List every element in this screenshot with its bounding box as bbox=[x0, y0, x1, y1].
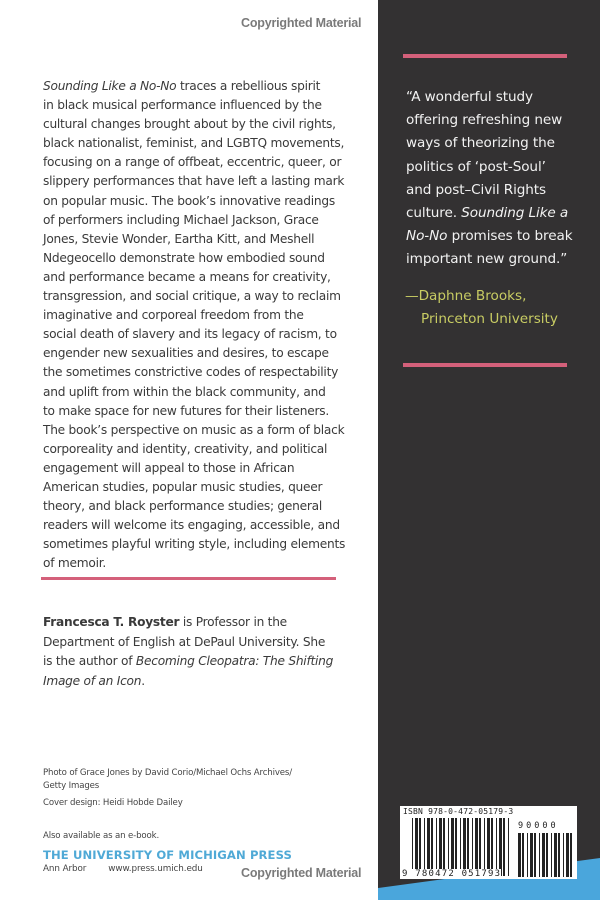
description-line bbox=[43, 325, 343, 344]
description-line bbox=[43, 134, 343, 153]
text-run: Ndegeocello demonstrate how embodied sound bbox=[43, 250, 325, 265]
barcode-bar bbox=[551, 833, 552, 877]
text-run: ways of theorizing the bbox=[406, 135, 555, 152]
text-run: is Professor in the bbox=[179, 615, 287, 629]
italic-title-text: Sounding Like a bbox=[461, 205, 569, 222]
text-run: imaginative and corporeal freedom from the bbox=[43, 308, 304, 323]
barcode-bar bbox=[522, 833, 524, 877]
ebook-notice: Also available as an e-book. bbox=[43, 831, 160, 841]
description-line bbox=[43, 497, 343, 516]
barcode-bar bbox=[451, 818, 454, 876]
endorsement-attribution bbox=[405, 285, 558, 331]
barcode-bar bbox=[570, 833, 572, 877]
description-line bbox=[43, 535, 346, 554]
barcode-bar bbox=[530, 833, 533, 877]
text-run: and performance became a means for creativity, bbox=[43, 269, 331, 284]
quote-line bbox=[406, 179, 591, 202]
barcode-bar bbox=[475, 818, 478, 876]
description-line bbox=[43, 554, 343, 573]
barcode-bar bbox=[554, 833, 557, 877]
price-code: 90000 bbox=[518, 821, 559, 831]
quote-line bbox=[406, 248, 591, 271]
quote-line bbox=[406, 225, 591, 248]
barcode-bar bbox=[563, 833, 564, 877]
text-run: promises to break bbox=[447, 228, 573, 245]
text-run: culture. bbox=[406, 205, 462, 222]
bio-line bbox=[43, 652, 343, 672]
divider-rule-top bbox=[403, 54, 567, 58]
barcode-bar bbox=[484, 818, 485, 876]
barcode-bar bbox=[467, 818, 469, 876]
quote-line bbox=[406, 132, 591, 155]
text-run: corporeality and identity, creativity, and political bbox=[43, 441, 328, 456]
barcode-bar bbox=[527, 833, 528, 877]
barcode-bar bbox=[424, 818, 425, 876]
price-addon-bars bbox=[518, 833, 574, 877]
divider-rule bbox=[41, 577, 336, 580]
text-run: readers will welcome its engaging, accessible, and bbox=[43, 518, 340, 533]
description-line bbox=[43, 96, 343, 115]
barcode-bar bbox=[436, 818, 437, 876]
italic-title-text: No-No bbox=[406, 228, 448, 245]
image-credits bbox=[43, 767, 292, 810]
text-run: cultural changes brought about by the civil rights, bbox=[43, 117, 336, 132]
quote-line bbox=[406, 86, 591, 109]
description-line bbox=[43, 363, 343, 382]
barcode-bar bbox=[455, 818, 457, 876]
barcode-bar bbox=[460, 818, 461, 876]
barcode-bar bbox=[496, 818, 497, 876]
text-run: focusing on a range of offbeat, eccentric, queer, or bbox=[43, 155, 342, 170]
barcode-bar bbox=[439, 818, 442, 876]
description-line bbox=[43, 478, 343, 497]
description-line bbox=[43, 230, 343, 249]
barcode-bar bbox=[503, 818, 505, 876]
author-name: Francesca T. Royster bbox=[43, 615, 180, 629]
description-line bbox=[43, 77, 343, 96]
description-line bbox=[43, 172, 343, 191]
description-line bbox=[43, 287, 343, 306]
quote-line bbox=[406, 202, 591, 225]
back-cover-right-panel bbox=[378, 0, 600, 900]
description-line bbox=[43, 115, 343, 134]
description-line bbox=[43, 192, 343, 211]
endorsement-quote bbox=[406, 86, 591, 272]
photo-credit-line-2: Getty Images bbox=[43, 780, 100, 791]
barcode-bar bbox=[415, 818, 418, 876]
barcode-bar bbox=[487, 818, 490, 876]
text-run: is the author of bbox=[43, 654, 136, 669]
description-line bbox=[43, 249, 343, 268]
barcode-bar bbox=[534, 833, 536, 877]
description-line bbox=[43, 306, 343, 325]
italic-title-text: Sounding Like a No-No bbox=[43, 79, 177, 93]
description-line bbox=[43, 440, 343, 459]
description-line bbox=[43, 459, 343, 478]
barcode-bar bbox=[463, 818, 466, 876]
barcode-bar bbox=[539, 833, 540, 877]
barcode-bar bbox=[499, 818, 502, 876]
text-run: and uplift from within the black community, and bbox=[43, 384, 326, 399]
text-run: The book’s perspective on music as a form of black bbox=[43, 422, 345, 437]
barcode-bar bbox=[508, 818, 509, 876]
bio-line bbox=[43, 613, 343, 633]
barcode-bar bbox=[566, 833, 569, 877]
photo-credit-line-1: Photo of Grace Jones by David Corio/Michael Ochs Archives/ bbox=[43, 768, 292, 778]
italic-title-text: Becoming Cleopatra: The Shifting bbox=[135, 654, 334, 669]
text-run: engagement will appeal to those in African bbox=[43, 460, 295, 475]
text-run: Department of English at DePaul University. She bbox=[43, 634, 326, 649]
bio-line bbox=[43, 633, 343, 653]
barcode-bar bbox=[546, 833, 548, 877]
copyright-watermark-top: Copyrighted Material bbox=[241, 16, 362, 30]
description-line bbox=[43, 268, 343, 287]
barcode-bar bbox=[427, 818, 430, 876]
barcode-bar bbox=[412, 818, 413, 876]
text-run: traces a rebellious spirit bbox=[176, 79, 321, 93]
barcode-bar bbox=[443, 818, 445, 876]
endorser-affiliation: Princeton University bbox=[421, 311, 558, 327]
text-run: slippery performances that have left a lasting mark bbox=[43, 174, 345, 189]
description-line bbox=[43, 153, 343, 172]
barcode-bar bbox=[448, 818, 449, 876]
barcode-bar bbox=[431, 818, 433, 876]
cover-design-credit: Cover design: Heidi Hobde Dailey bbox=[43, 798, 183, 808]
copyright-watermark-bottom: Copyrighted Material bbox=[241, 866, 362, 880]
description-line bbox=[43, 211, 343, 230]
quote-line bbox=[406, 109, 591, 132]
text-run: politics of ‘post-Soul’ bbox=[406, 158, 546, 175]
text-run: “A wonderful study bbox=[406, 89, 533, 105]
text-run: the sometimes constrictive codes of respectability bbox=[43, 365, 339, 380]
description-line bbox=[43, 383, 343, 402]
description-line bbox=[43, 516, 343, 535]
description-line bbox=[43, 421, 343, 440]
publisher-url: www.press.umich.edu bbox=[108, 864, 203, 874]
text-run: American studies, popular music studies, queer bbox=[43, 479, 323, 494]
publisher-name: THE UNIVERSITY OF MICHIGAN PRESS bbox=[43, 848, 292, 862]
bio-line bbox=[43, 672, 343, 692]
barcode-bar bbox=[479, 818, 481, 876]
text-run: of performers including Michael Jackson, Grace bbox=[43, 212, 319, 227]
barcode-bar bbox=[558, 833, 560, 877]
text-run: on popular music. The book’s innovative readings bbox=[43, 193, 335, 208]
text-run: . bbox=[141, 673, 145, 688]
text-run: in black musical performance influenced by the bbox=[43, 98, 322, 113]
barcode-bar bbox=[419, 818, 421, 876]
text-run: engender new sexualities and desires, to escape bbox=[43, 346, 329, 361]
ean-barcode-bars bbox=[412, 818, 512, 876]
italic-title-text: Image of an Icon bbox=[43, 673, 142, 688]
text-run: offering refreshing new bbox=[406, 112, 563, 129]
barcode-bar bbox=[472, 818, 473, 876]
text-run: and post–Civil Rights bbox=[406, 181, 547, 198]
ean-digits: 9 780472 051793 bbox=[402, 869, 502, 879]
text-run: to make space for new futures for their listeners. bbox=[43, 403, 330, 418]
text-run: sometimes playful writing style, including elements bbox=[43, 537, 346, 552]
text-run: of memoir. bbox=[43, 556, 106, 571]
author-bio bbox=[43, 613, 343, 691]
text-run: social death of slavery and its legacy of racism, to bbox=[43, 327, 337, 342]
publisher-city: Ann Arbor bbox=[43, 864, 87, 874]
description-line bbox=[43, 344, 343, 363]
text-run: transgression, and social critique, a way to reclaim bbox=[43, 289, 341, 304]
publisher-location bbox=[43, 864, 203, 874]
barcode-bar bbox=[491, 818, 493, 876]
text-run: black nationalist, feminist, and LGBTQ movements, bbox=[43, 136, 345, 151]
endorser-name: —Daphne Brooks, bbox=[405, 288, 527, 304]
isbn-label: ISBN 978-0-472-05179-3 bbox=[403, 807, 514, 816]
barcode-bar bbox=[518, 833, 521, 877]
isbn-barcode bbox=[400, 806, 577, 879]
quote-line bbox=[406, 156, 591, 179]
text-run: Jones, Stevie Wonder, Eartha Kitt, and Meshell bbox=[43, 231, 315, 246]
text-run: theory, and black performance studies; general bbox=[43, 499, 323, 514]
divider-rule-bottom bbox=[403, 363, 567, 367]
book-description bbox=[43, 77, 346, 573]
barcode-bar bbox=[542, 833, 545, 877]
text-run: important new ground.” bbox=[406, 251, 568, 268]
description-line bbox=[43, 402, 343, 421]
